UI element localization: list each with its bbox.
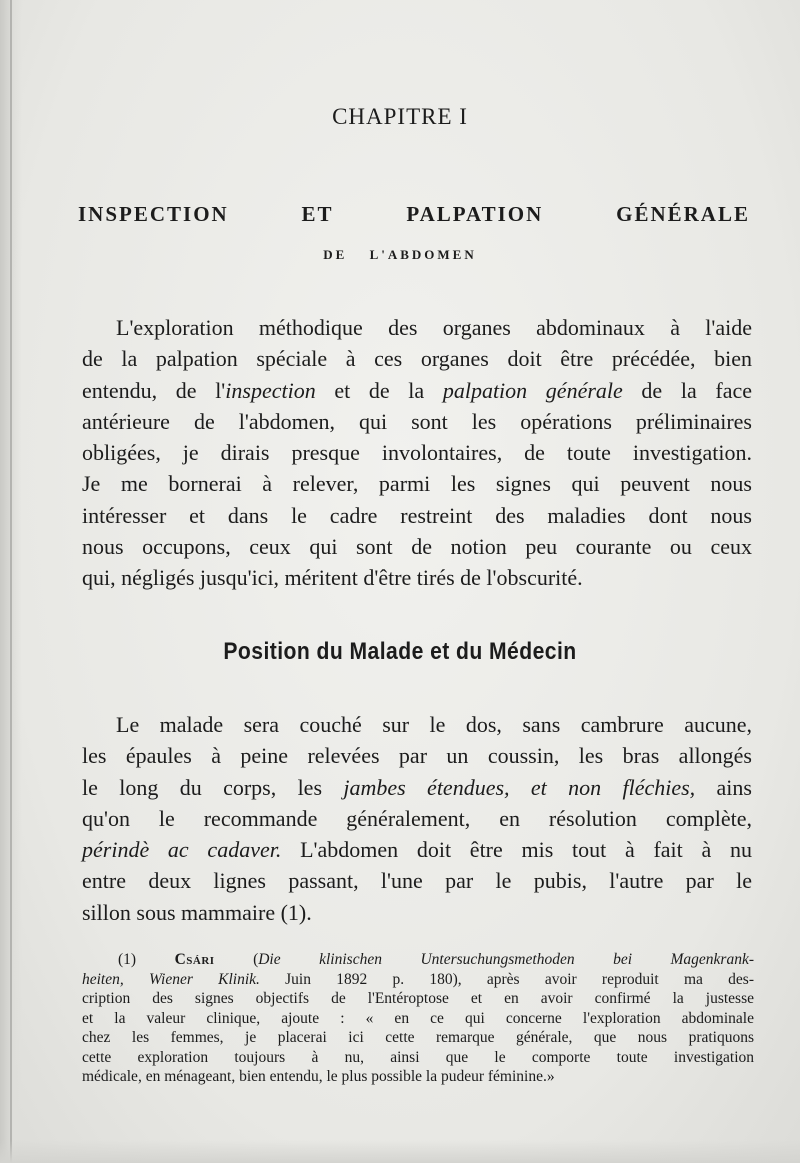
text-line: le long du corps, les jambes étendues, et non fléchies, ains [82,774,752,800]
text-line: Le malade sera couché sur le dos, sans cambrure aucune, [116,712,752,737]
footnote-line: cette exploration toujours à nu, ainsi que le comporte toute investigation [82,1048,754,1066]
chapter-subtitle-word: L'ABDOMEN [369,247,477,262]
footnote-line: (1) Csári (Die klinischen Untersuchungsmethoden bei Magenkrank- [118,951,754,968]
text-line: entre deux lignes passant, l'une par le pubis, l'autre par le [82,868,752,894]
section-heading: Position du Malade et du Médecin [223,638,577,665]
chapter-subtitle [0,247,800,263]
text-line: entendu, de l'inspection et de la palpation générale de la face [82,377,752,403]
text-line: qu'on le recommande généralement, en résolution complète, [82,805,752,831]
text-line: sillon sous mammaire (1). [82,899,312,925]
chapter-subtitle-word: DE [323,247,348,262]
footnote-author: Csári [174,951,215,968]
text-line: antérieure de l'abdomen, qui sont les opérations préliminaires [82,408,752,434]
footnote-line: chez les femmes, je placerai ici cette remarque générale, que nous pratiquons [82,1029,754,1046]
text-line: qui, négligés jusqu'ici, méritent d'être tirés de l'obscurité. [82,565,583,591]
emphasis: périndè ac cadaver. [82,837,282,863]
emphasis: inspection [225,377,316,403]
chapter-title-word: GÉNÉRALE [616,202,750,226]
text-line: intéresser et dans le cadre restreint des maladies dont nous [82,502,752,528]
page-bottom-shadow [0,1140,800,1163]
footnote [82,950,754,1087]
text-line: les épaules à peine relevées par un coussin, les bras allongés [82,743,752,769]
intro-paragraph [82,312,752,594]
text-line: de la palpation spéciale à ces organes doit être précédée, bien [82,346,752,372]
emphasis: palpation générale [442,377,623,403]
footnote-line: heiten, Wiener Klinik. Juin 1892 p. 180), après avoir reproduit ma des- [82,970,754,988]
emphasis: jambes étendues, et non fléchies, [343,774,696,800]
text-line: obligées, je dirais presque involontaires, de toute investigation. [82,440,752,466]
position-paragraph [82,709,752,928]
footnote-citation: heiten, Wiener Klinik. [82,970,260,988]
footnote-line: et la valeur clinique, ajoute : « en ce qui concerne l'exploration abdominale [82,1009,754,1027]
text-line: L'exploration méthodique des organes abdominaux à l'aide [116,315,752,340]
chapter-title-word: ET [301,202,334,226]
footnote-line: médicale, en ménageant, bien entendu, le plus possible la pudeur féminine.» [82,1068,555,1085]
footnote-line: cription des signes objectifs de l'Entéroptose et en avoir confirmé la justesse [82,990,754,1007]
page-gutter-line [10,0,12,1163]
chapter-title-word: PALPATION [406,202,544,226]
footnote-citation: Die klinischen Untersuchungsmethoden bei Magenkrank- [258,951,754,968]
chapter-heading: CHAPITRE I [332,104,468,129]
chapter-title [78,202,750,227]
chapter-title-word: INSPECTION [78,202,229,226]
text-line: périndè ac cadaver. L'abdomen doit être mis tout à fait à nu [82,837,752,863]
text-line: Je me bornerai à relever, parmi les signes qui peuvent nous [82,471,752,497]
text-line: nous occupons, ceux qui sont de notion peu courante ou ceux [82,534,752,560]
footnote-marker: (1) [118,951,175,968]
